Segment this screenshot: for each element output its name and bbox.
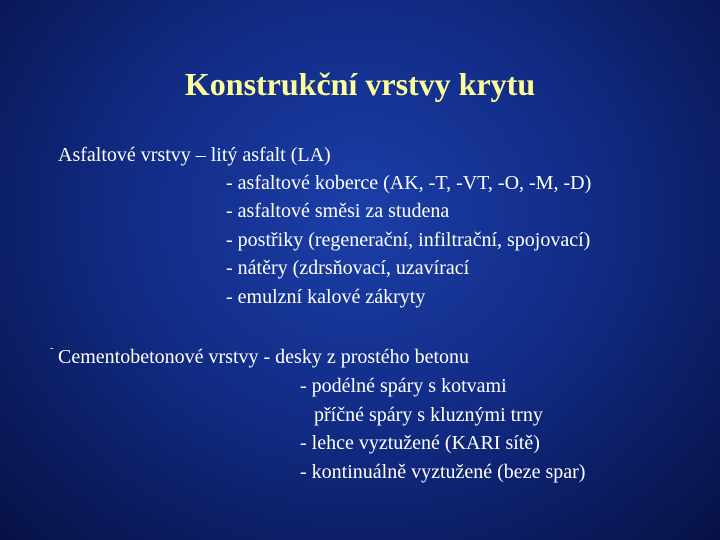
- section2-item: příčné spáry s kluznými trny: [314, 404, 543, 426]
- slide-title: Konstrukční vrstvy krytu: [184, 66, 536, 102]
- section1-item: - emulzní kalové zákryty: [226, 286, 426, 308]
- section1-lead: Asfaltové vrstvy – litý asfalt (LA): [58, 144, 331, 166]
- section2-bullet: -: [50, 343, 54, 354]
- section2-lead: Cementobetonové vrstvy - desky z prostého betonu: [58, 346, 470, 368]
- section2-item: - lehce vyztužené (KARI sítě): [300, 432, 540, 454]
- section1-item: - postřiky (regenerační, infiltrační, spojovací): [226, 229, 591, 251]
- section2-item: - kontinuálně vyztužené (beze spar): [300, 461, 586, 483]
- section1-item: - nátěry (zdrsňovací, uzavírací: [226, 257, 470, 279]
- section1-item: - asfaltové směsi za studena: [226, 200, 450, 222]
- section1-item: - asfaltové koberce (AK, -T, -VT, -O, -M, -D): [226, 172, 592, 194]
- section2-item: - podélné spáry s kotvami: [300, 375, 507, 397]
